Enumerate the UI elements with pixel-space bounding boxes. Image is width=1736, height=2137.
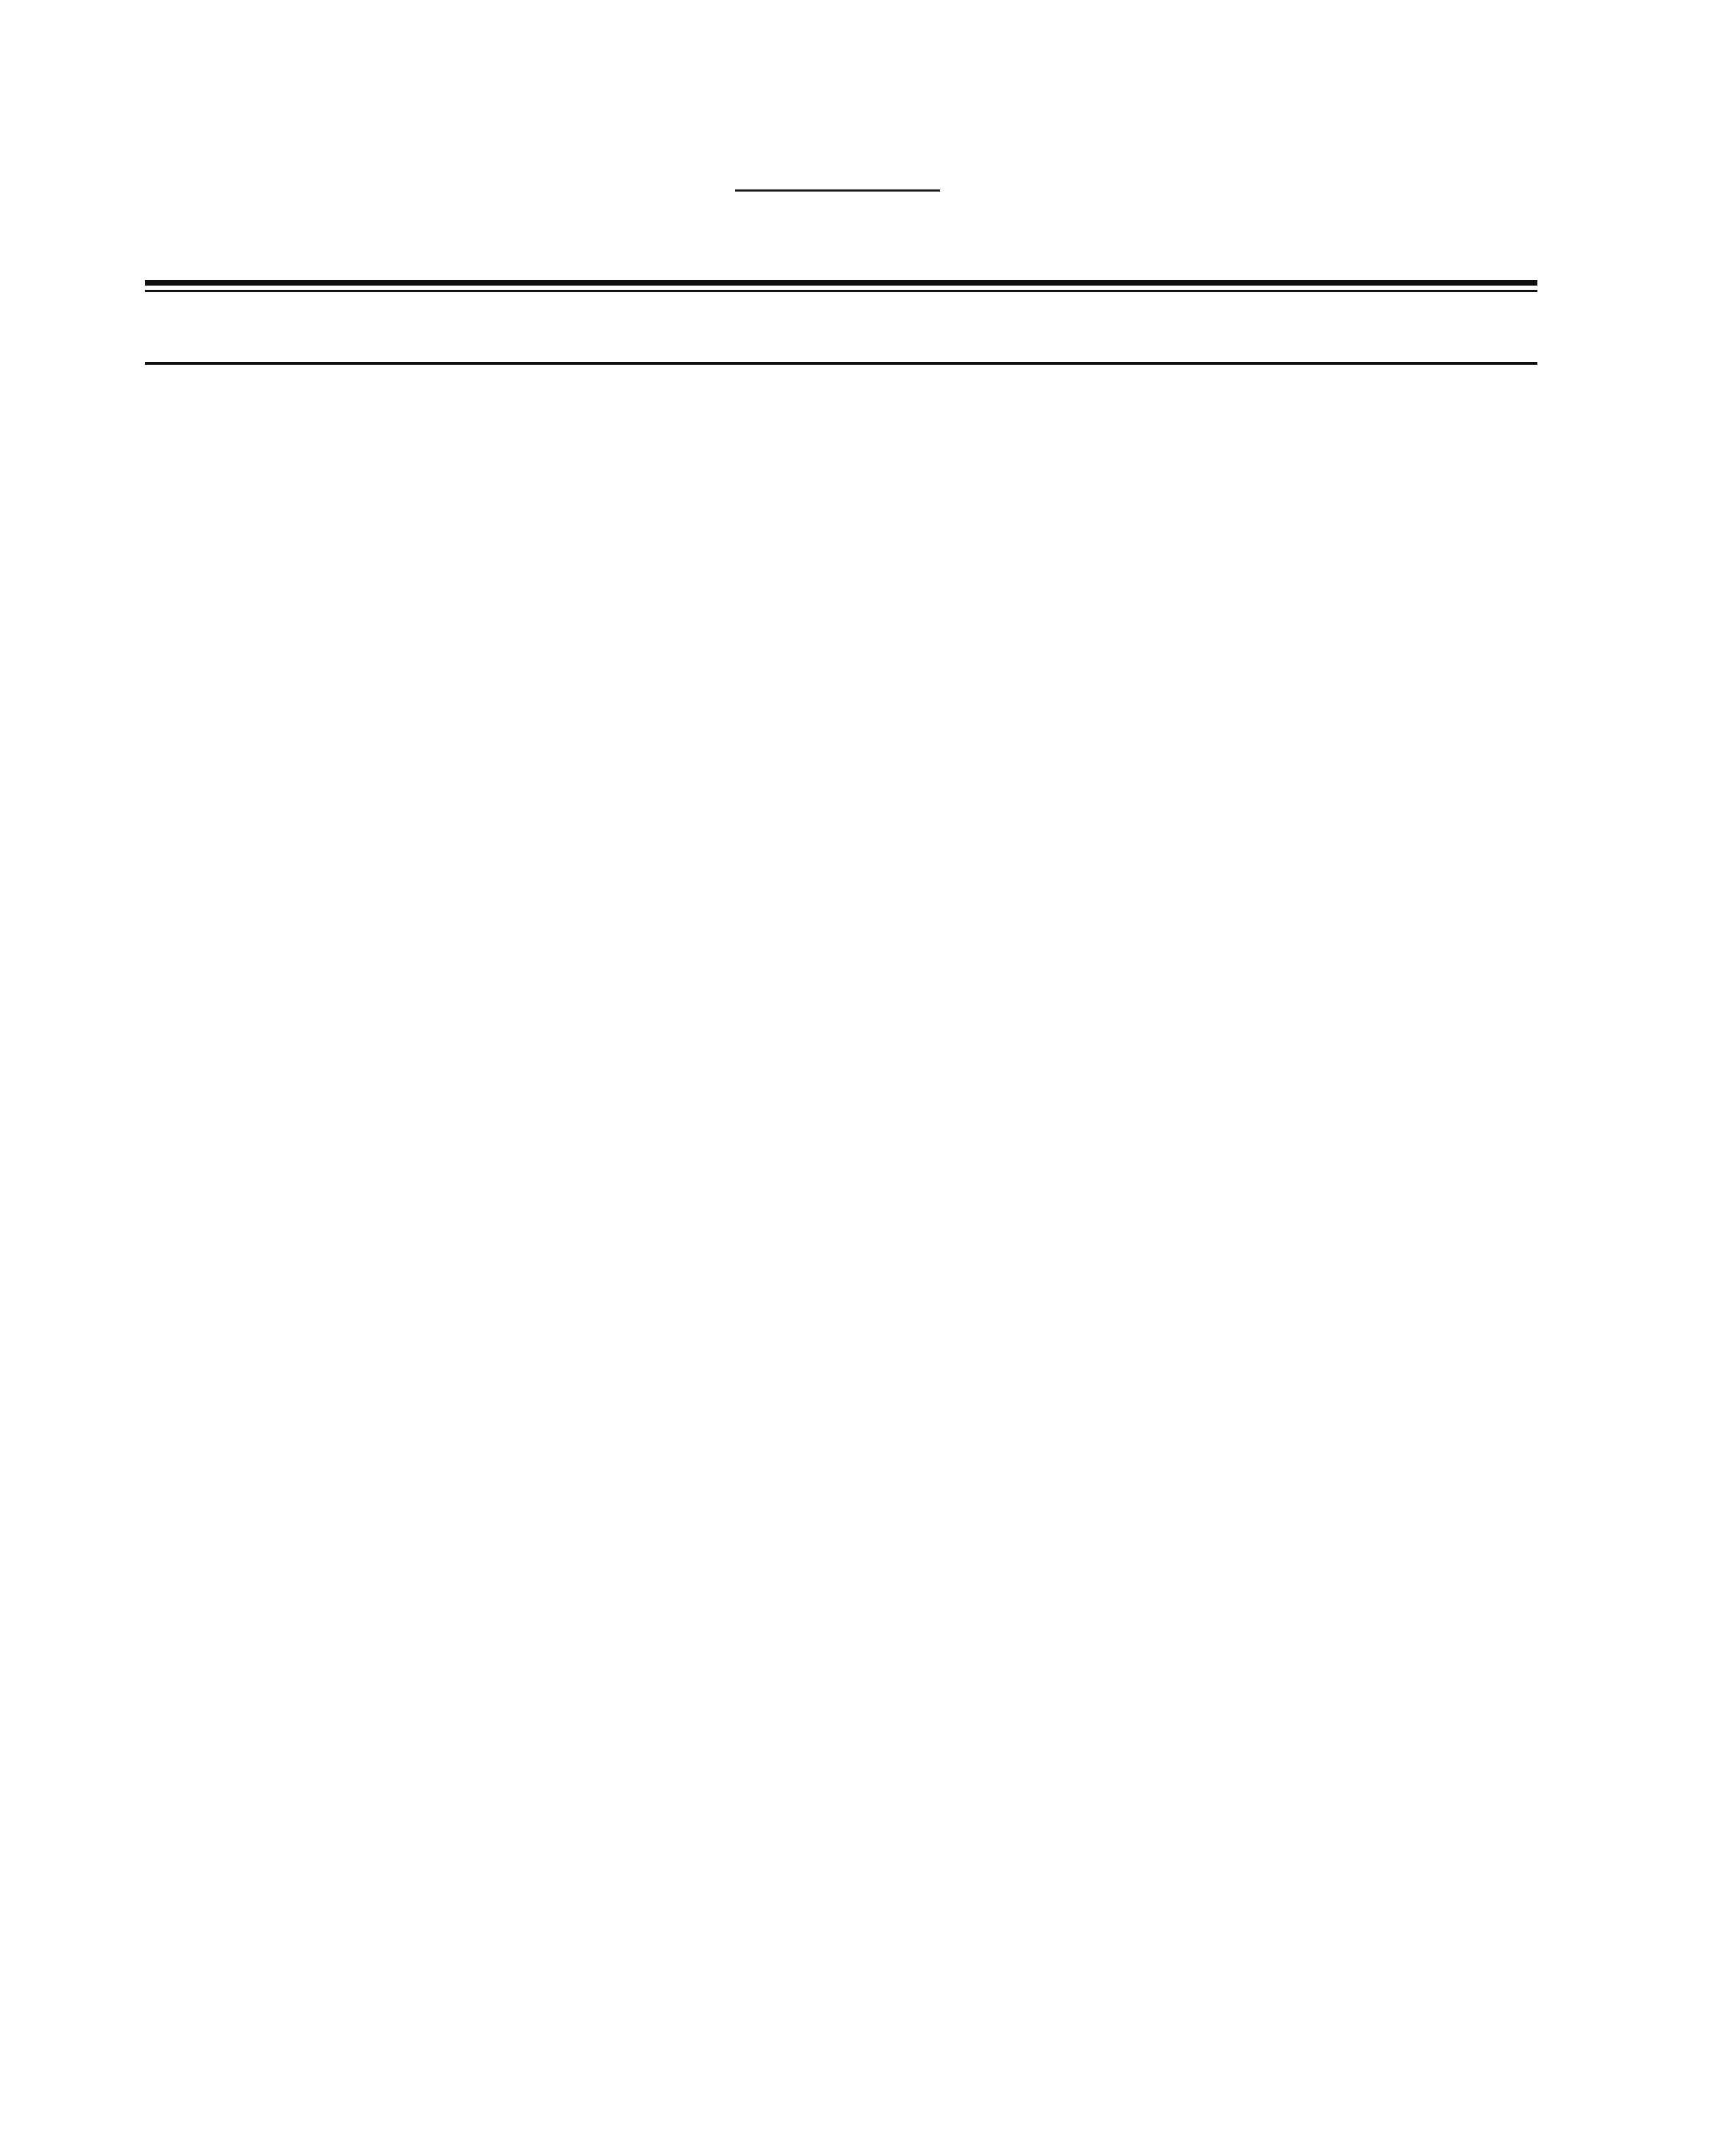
header-rule bbox=[145, 362, 1537, 365]
